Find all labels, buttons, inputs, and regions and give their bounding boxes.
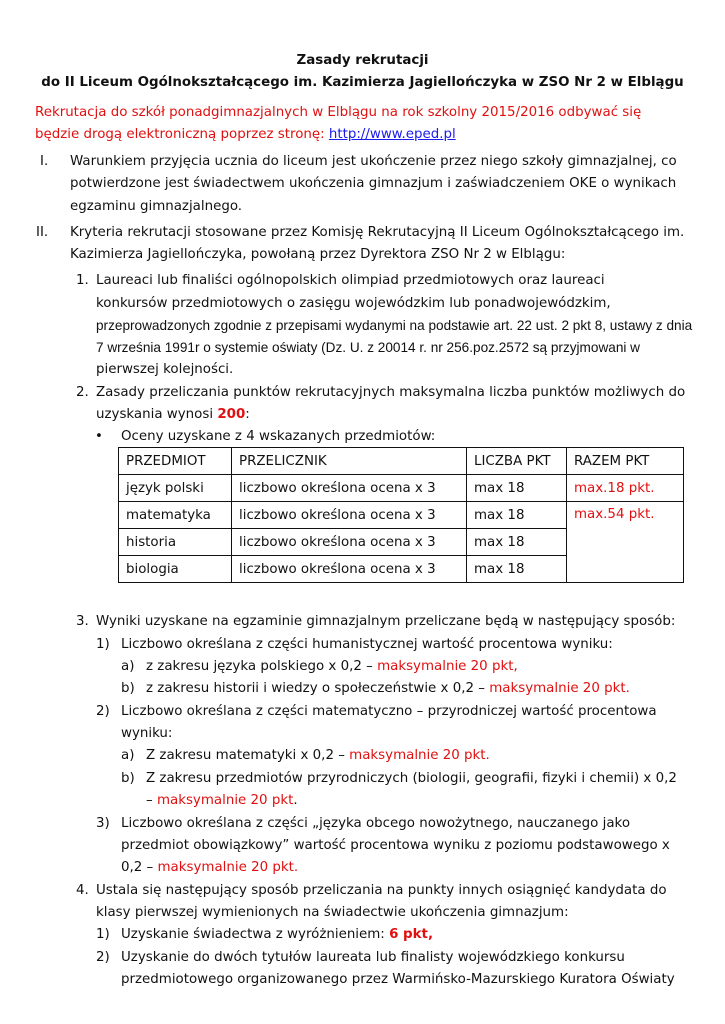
table-cell: max 18 bbox=[467, 529, 567, 556]
table-header: RAZEM PKT bbox=[567, 448, 684, 475]
item-4-2-line: przedmiotowego organizowanego przez Warmińsko-Mazurskiego Kuratora Oświaty bbox=[121, 972, 675, 987]
table-cell: max 18 bbox=[467, 502, 567, 529]
points-red: 6 pkt, bbox=[389, 927, 434, 942]
item-3-1-b-line bbox=[146, 681, 630, 697]
section-2-line: Kryteria rekrutacji stosowane przez Komisję Rekrutacyjną II Liceum Ogólnokształcącego im. bbox=[70, 225, 685, 240]
points-red: maksymalnie 20 pkt. bbox=[157, 860, 299, 875]
intro-line-1: Rekrutacja do szkół ponadgimnazjalnych w Elblągu na rok szkolny 2015/2016 odbywać się bbox=[35, 105, 642, 120]
table-header: LICZBA PKT bbox=[467, 448, 567, 475]
item-3-3-line: Liczbowo określana z części „języka obcego nowożytnego, nauczanego jako bbox=[121, 816, 631, 831]
item-4-line: klasy pierwszej wymienionych na świadectwie ukończenia gimnazjum: bbox=[96, 905, 569, 920]
intro-text: będzie drogą elektroniczną poprzez stronę: bbox=[35, 127, 329, 142]
item-2-suffix: : bbox=[245, 407, 250, 422]
item-text: Uzyskanie świadectwa z wyróżnieniem: bbox=[121, 927, 390, 942]
intro-line-2 bbox=[35, 127, 456, 143]
item-3-1-a-marker: a) bbox=[121, 659, 135, 674]
bullet-icon: • bbox=[95, 429, 103, 444]
item-3-2-b-line: Z zakresu przedmiotów przyrodniczych (biologii, geografii, fizyki i chemii) x 0,2 bbox=[146, 771, 677, 786]
table-cell: max 18 bbox=[467, 475, 567, 502]
item-3-2-a-marker: a) bbox=[121, 748, 135, 763]
table-header-row bbox=[119, 448, 684, 475]
item-3-2-b-line bbox=[146, 793, 298, 809]
item-1-line: konkursów przedmiotowych o zasięgu wojewódzkim lub ponadwojewódzkim, bbox=[96, 296, 611, 311]
page-subtitle: do II Liceum Ogólnokształcącego im. Kazimierza Jagiellończyka w ZSO Nr 2 w Elblągu bbox=[41, 75, 684, 90]
points-red: maksymalnie 20 pkt. bbox=[489, 681, 630, 696]
bullet-text: Oceny uzyskane z 4 wskazanych przedmiotów: bbox=[121, 429, 436, 444]
item-4-1-line bbox=[121, 927, 433, 943]
max-points-value: 200 bbox=[217, 407, 246, 422]
item-4-marker: 4. bbox=[76, 883, 89, 898]
item-3-2-a-line bbox=[146, 748, 490, 764]
table-row bbox=[119, 475, 684, 502]
item-1-line: Laureaci lub finaliści ogólnopolskich olimpiad przedmiotowych oraz laureaci bbox=[96, 273, 605, 288]
table-header: PRZEDMIOT bbox=[119, 448, 232, 475]
section-1-line: Warunkiem przyjęcia ucznia do liceum jest ukończenie przez niego szkoły gimnazjalnej, co bbox=[70, 154, 677, 169]
points-red: maksymalnie 20 pkt, bbox=[377, 659, 518, 674]
section-1-line: egzaminu gimnazjalnego. bbox=[70, 199, 243, 214]
item-2-line: Zasady przeliczania punktów rekrutacyjnych maksymalna liczba punktów możliwych do bbox=[96, 385, 686, 400]
table-cell: biologia bbox=[119, 556, 232, 583]
item-3-1-a-line bbox=[146, 659, 518, 675]
item-2-line bbox=[96, 407, 250, 423]
item-3-3-line bbox=[121, 860, 298, 876]
table-header: PRZELICZNIK bbox=[232, 448, 467, 475]
item-text: z zakresu historii i wiedzy o społeczeństwie x 0,2 – bbox=[146, 681, 490, 696]
item-1-line: przeprowadzonych zgodnie z przepisami wydanymi na podstawie art. 22 ust. 2 pkt 8, ustawy z dnia bbox=[96, 318, 693, 333]
item-2-marker: 2. bbox=[76, 385, 89, 400]
item-1-line: pierwszej kolejności. bbox=[96, 362, 234, 377]
table-cell: język polski bbox=[119, 475, 232, 502]
section-1-marker: I. bbox=[40, 154, 49, 169]
item-4-1-marker: 1) bbox=[96, 927, 110, 942]
item-3-2-marker: 2) bbox=[96, 704, 110, 719]
item-text: – bbox=[146, 793, 157, 808]
table-cell: liczbowo określona ocena x 3 bbox=[232, 475, 467, 502]
table-cell: liczbowo określona ocena x 3 bbox=[232, 556, 467, 583]
item-3-line: Wyniki uzyskane na egzaminie gimnazjalnym przeliczane będą w następujący sposób: bbox=[96, 614, 676, 629]
item-2-text: uzyskania wynosi bbox=[96, 407, 218, 422]
item-text: z zakresu języka polskiego x 0,2 – bbox=[146, 659, 378, 674]
table-cell: liczbowo określona ocena x 3 bbox=[232, 502, 467, 529]
points-red: maksymalnie 20 pkt bbox=[156, 793, 294, 808]
table-cell: historia bbox=[119, 529, 232, 556]
item-4-line: Ustala się następujący sposób przeliczania na punkty innych osiągnięć kandydata do bbox=[96, 883, 667, 898]
item-3-1-marker: 1) bbox=[96, 637, 110, 652]
item-4-2-line: Uzyskanie do dwóch tytułów laureata lub finalisty wojewódzkiego konkursu bbox=[121, 950, 625, 965]
item-text: 0,2 – bbox=[121, 860, 158, 875]
page-title: Zasady rekrutacji bbox=[296, 53, 429, 68]
table-cell: matematyka bbox=[119, 502, 232, 529]
item-3-3-line: przedmiot obowiązkowy” wartość procentowa wyniku z poziomu podstawowego x bbox=[121, 838, 670, 853]
table-cell: max 18 bbox=[467, 556, 567, 583]
section-2-marker: II. bbox=[36, 225, 49, 240]
item-3-marker: 3. bbox=[76, 614, 89, 629]
item-3-2-line: Liczbowo określana z części matematyczno – przyrodniczej wartość procentowa bbox=[121, 704, 657, 719]
item-3-1-b-marker: b) bbox=[121, 681, 135, 696]
item-4-2-marker: 2) bbox=[96, 950, 110, 965]
eped-link[interactable]: http://www.eped.pl bbox=[328, 127, 456, 142]
item-text: Z zakresu matematyki x 0,2 – bbox=[146, 748, 350, 763]
table-row bbox=[119, 502, 684, 529]
item-1-line: 7 września 1991r o systemie oświaty (Dz. U. z 20014 r. nr 256.poz.2572 są przyjmowani w bbox=[96, 340, 640, 355]
item-3-2-b-marker: b) bbox=[121, 771, 135, 786]
table-cell: liczbowo określona ocena x 3 bbox=[232, 529, 467, 556]
item-3-3-marker: 3) bbox=[96, 816, 110, 831]
item-3-1-line: Liczbowo określana z części humanistycznej wartość procentowa wyniku: bbox=[121, 637, 613, 652]
item-1-marker: 1. bbox=[76, 273, 89, 288]
razem-cell: max.54 pkt. bbox=[567, 502, 684, 583]
points-table bbox=[118, 447, 684, 583]
item-text: . bbox=[293, 793, 298, 808]
razem-cell: max.18 pkt. bbox=[567, 475, 684, 502]
section-1-line: potwierdzone jest świadectwem ukończenia gimnazjum i zaświadczeniem OKE o wynikach bbox=[70, 176, 677, 191]
points-red: maksymalnie 20 pkt. bbox=[349, 748, 490, 763]
section-2-line: Kazimierza Jagiellończyka, powołaną przez Dyrektora ZSO Nr 2 w Elblągu: bbox=[70, 247, 566, 262]
item-3-2-line: wyniku: bbox=[121, 726, 173, 741]
